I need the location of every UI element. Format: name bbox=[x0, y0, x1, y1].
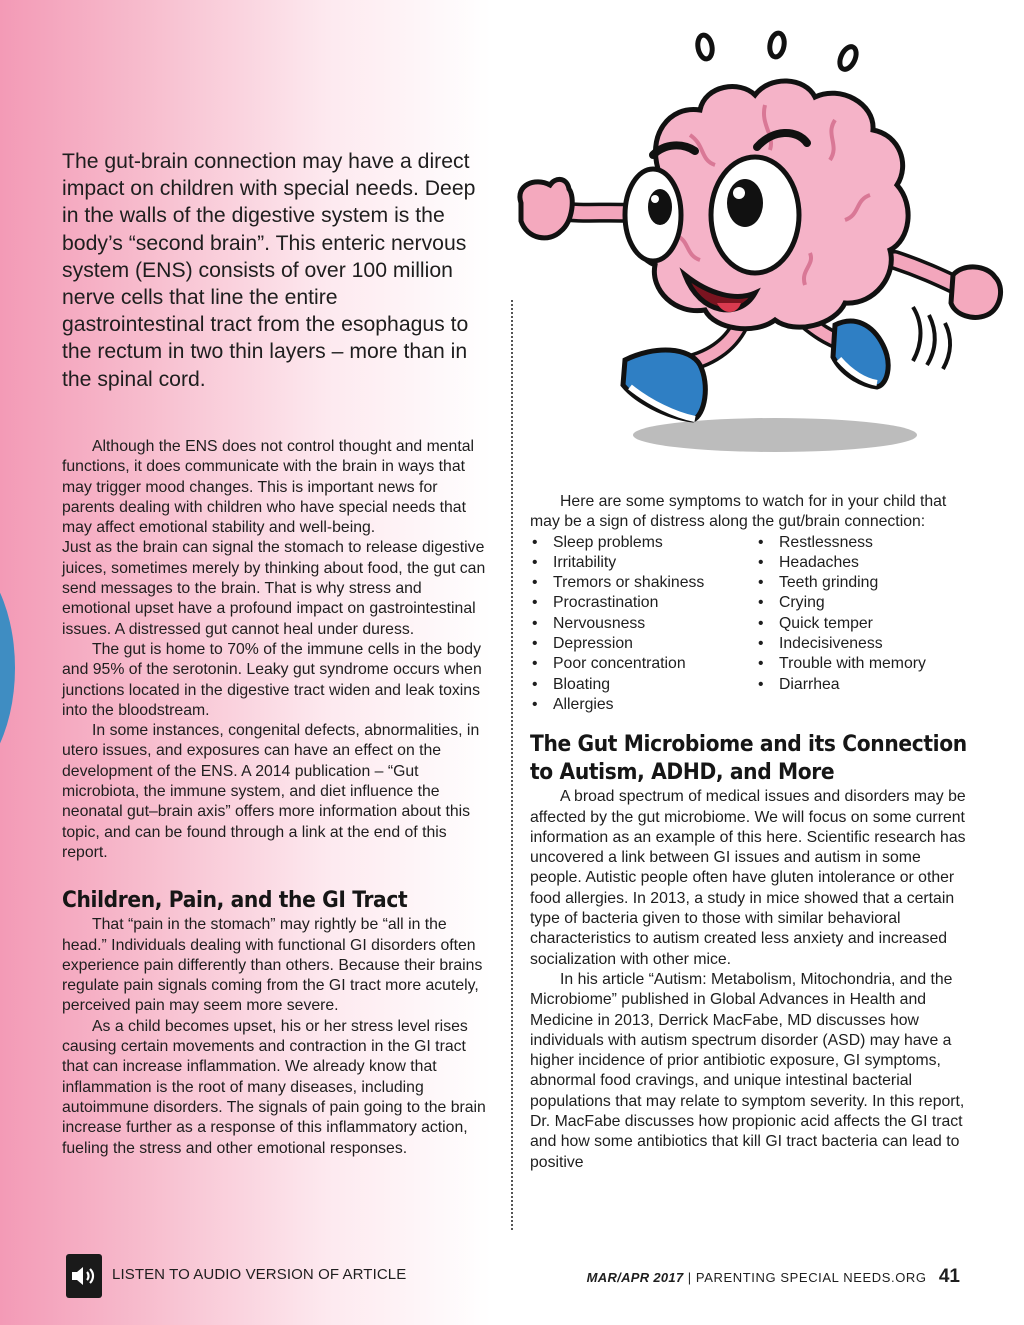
issue-date: MAR/APR 2017 bbox=[586, 1270, 684, 1285]
section-heading-gut-microbiome: The Gut Microbiome and its Connection to Autism, ADHD, and More bbox=[530, 732, 967, 786]
left-column bbox=[62, 437, 494, 1159]
decorative-blue-arc bbox=[0, 548, 15, 788]
list-item: • Teeth grinding bbox=[756, 573, 926, 593]
list-item: • Headaches bbox=[756, 553, 926, 573]
body-paragraph: In some instances, congenital defects, abnormalities, in utero issues, and exposures can have an effect on the development of the ENS. A 2014 publication – “Gut microbiota, the immune system, and diet influence the neonatal gut–brain axis” offers more information about this topic, and can be found through a link at the end of this report. bbox=[62, 722, 480, 861]
list-item: • Quick temper bbox=[756, 614, 926, 634]
right-column bbox=[530, 492, 970, 1173]
list-item: • Trouble with memory bbox=[756, 654, 926, 674]
running-brain-illustration bbox=[505, 25, 1015, 465]
section-heading-children-pain: Children, Pain, and the GI Tract bbox=[62, 888, 408, 914]
page-footer bbox=[587, 1266, 960, 1288]
list-item: • Poor concentration bbox=[530, 654, 756, 674]
body-paragraph: A broad spectrum of medical issues and disorders may be affected by the gut microbiome. We will focus on some current information as an example of this here. Scientific research has uncovered a link between GI issues and autism in some people. Autistic people often have gluten intolerance or other food allergies. In 2013, a study in mice showed that a certain type of bacteria given to those with similar behavioral characteristics to autism created less anxiety and increased socialization with other mice. bbox=[530, 788, 966, 968]
symptoms-list-left bbox=[530, 533, 756, 716]
site-name: PARENTING SPECIAL NEEDS.ORG bbox=[695, 1270, 927, 1285]
body-paragraph: In his article “Autism: Metabolism, Mitochondria, and the Microbiome” published in Global Advances in Health and Medicine in 2013, Derrick MacFabe, MD discusses how individuals with autism spectrum disorder (ASD) may have a higher incidence of prior antibiotic exposure, GI symptoms, abnormal food cravings, and unique intestinal bacterial populations that may relate to symptom severity. In this report, Dr. MacFabe discusses how propionic acid affects the GI tract and how some antibiotics that kill GI tract bacteria can lead to positive bbox=[530, 970, 965, 1171]
body-paragraph: As a child becomes upset, his or her stress level rises causing certain movements and contraction in the GI tract that can increase inflammation. We already know that inflammation is the root of many diseases, including autoimmune disorders. The signals of pain going to the brain increase further as a response of this inflammatory action, fueling the stress and other emotional responses. bbox=[62, 1017, 486, 1157]
listen-audio-link[interactable]: LISTEN TO AUDIO VERSION OF ARTICLE bbox=[112, 1266, 407, 1283]
list-item: • Allergies bbox=[530, 695, 756, 715]
symptoms-intro: Here are some symptoms to watch for in your child that may be a sign of distress along the gut/brain connection: bbox=[530, 493, 947, 531]
symptoms-list-right bbox=[756, 533, 926, 716]
list-item: • Irritability bbox=[530, 553, 756, 573]
column-divider bbox=[511, 300, 513, 1230]
list-item: • Nervousness bbox=[530, 614, 756, 634]
audio-play-button[interactable] bbox=[66, 1254, 102, 1298]
body-paragraph: That “pain in the stomach” may rightly be “all in the head.” Individuals dealing with functional GI disorders often experience pain differently than others. Because their brains regulate pain signals coming from the GI tract more acutely, perceived pain may seem more severe. bbox=[62, 916, 483, 1015]
page-number: 41 bbox=[938, 1266, 960, 1287]
speaker-icon bbox=[70, 1264, 98, 1288]
list-item: • Crying bbox=[756, 593, 926, 613]
list-item: • Bloating bbox=[530, 675, 756, 695]
footer-separator: | bbox=[687, 1270, 692, 1285]
intro-paragraph: The gut-brain connection may have a direct impact on children with special needs. Deep in the walls of the digestive system is the body’s “second brain”. This enteric nervous system (ENS) consists of over 100 million nerve cells that line the entire gastrointestinal tract from the esophagus to the rectum in two thin layers – more than in the spinal cord. bbox=[62, 150, 476, 391]
list-item: • Indecisiveness bbox=[756, 634, 926, 654]
list-item: • Restlessness bbox=[756, 533, 926, 553]
body-paragraph: Just as the brain can signal the stomach to release digestive juices, sometimes merely by thinking about food, the gut can send messages to the brain. That is why stress and emotional upset have a profound impact on gastrointestinal issues. A distressed gut cannot heal under duress. bbox=[62, 539, 486, 638]
body-paragraph: The gut is home to 70% of the immune cells in the body and 95% of the serotonin. Leaky gut syndrome occurs when junctions located in the digestive tract widen and leak toxins into the bloodstream. bbox=[62, 640, 482, 719]
symptoms-list bbox=[530, 533, 970, 716]
list-item: • Tremors or shakiness bbox=[530, 573, 756, 593]
list-item: • Procrastination bbox=[530, 593, 756, 613]
list-item: • Depression bbox=[530, 634, 756, 654]
list-item: • Sleep problems bbox=[530, 533, 756, 553]
list-item: • Diarrhea bbox=[756, 675, 926, 695]
body-paragraph: Although the ENS does not control thought and mental functions, it does communicate with the brain in ways that may trigger mood changes. This is important news for parents dealing with children who have special needs that may affect emotional stability and well-being. bbox=[62, 438, 475, 537]
